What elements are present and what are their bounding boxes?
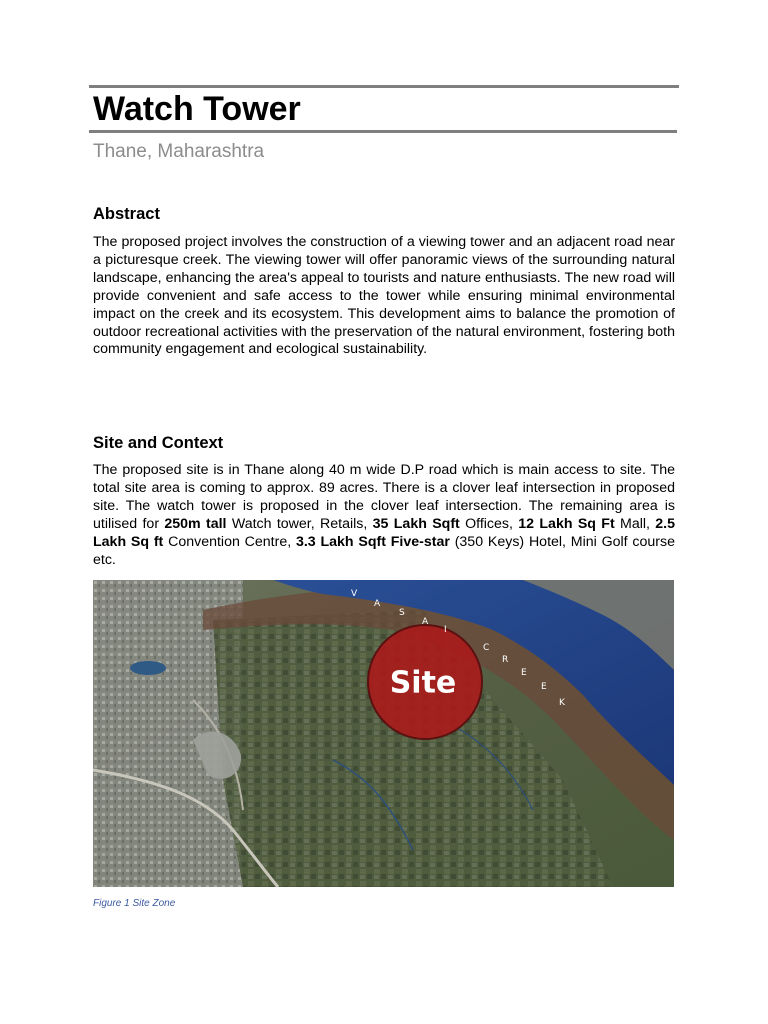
offices-area: 35 Lakh Sqft xyxy=(372,515,460,532)
site-text-seg5: (350 Keys) Hotel, Mini Golf course etc. xyxy=(93,533,675,568)
creek-letter: S xyxy=(399,608,405,618)
creek-letter: A xyxy=(374,599,381,609)
convention-area: 2.5 Lakh Sq ft xyxy=(93,515,676,550)
creek-letter: E xyxy=(541,682,547,692)
creek-letter: R xyxy=(502,655,509,665)
site-label: Site xyxy=(389,665,457,701)
creek-letter: K xyxy=(559,698,565,708)
site-text-seg2: Offices, xyxy=(459,515,519,532)
site-text-seg4: Convention Centre, xyxy=(163,533,296,550)
lake xyxy=(130,661,166,675)
document-title: Watch Tower xyxy=(93,90,301,128)
mall-area: 12 Lakh Sq Ft xyxy=(518,515,615,532)
creek-letter: A xyxy=(422,617,429,627)
document-subtitle: Thane, Maharashtra xyxy=(93,141,265,162)
abstract-paragraph: The proposed project involves the construction of a viewing tower and an adjacent road near a picturesque creek. The viewing tower will offer panoramic views of the surrounding natural landscape, enhancing the area's appeal to tourists and nature enthusiasts. The new road will provide convenient and safe access to the tower while ensuring minimal environmental impact on the creek and its ecosystem. This development aims to balance the promotion of outdoor recreational activities with the preservation of the natural environment, fostering both community engagement and ecological sustainability. xyxy=(93,234,676,358)
site-context-paragraph xyxy=(93,462,675,569)
abstract-heading: Abstract xyxy=(93,205,160,223)
tower-height: 250m tall xyxy=(164,515,227,532)
title-bottom-rule xyxy=(89,130,677,133)
site-context-heading: Site and Context xyxy=(93,434,224,452)
site-text-seg1: Watch tower, Retails, xyxy=(226,515,373,532)
site-intro-text: The proposed site is in Thane along 40 m wide D.P road which is main access to site. The total site area is coming to approx. 89 acres. There is a clover leaf intersection in proposed site. The watch tower is proposed in the clover leaf intersection. The remaining area is utilised for xyxy=(93,462,675,532)
site-text-seg3: Mall, xyxy=(614,515,656,532)
creek-letter: C xyxy=(483,643,490,653)
hotel-area: 3.3 Lakh Sqft Five-star xyxy=(295,533,450,550)
creek-letter: E xyxy=(521,668,527,678)
creek-letter: I xyxy=(444,625,447,635)
figure-caption: Figure 1 Site Zone xyxy=(93,898,176,909)
site-zone-map xyxy=(93,580,674,887)
creek-letter: V xyxy=(351,589,358,599)
satellite-image xyxy=(93,580,674,887)
